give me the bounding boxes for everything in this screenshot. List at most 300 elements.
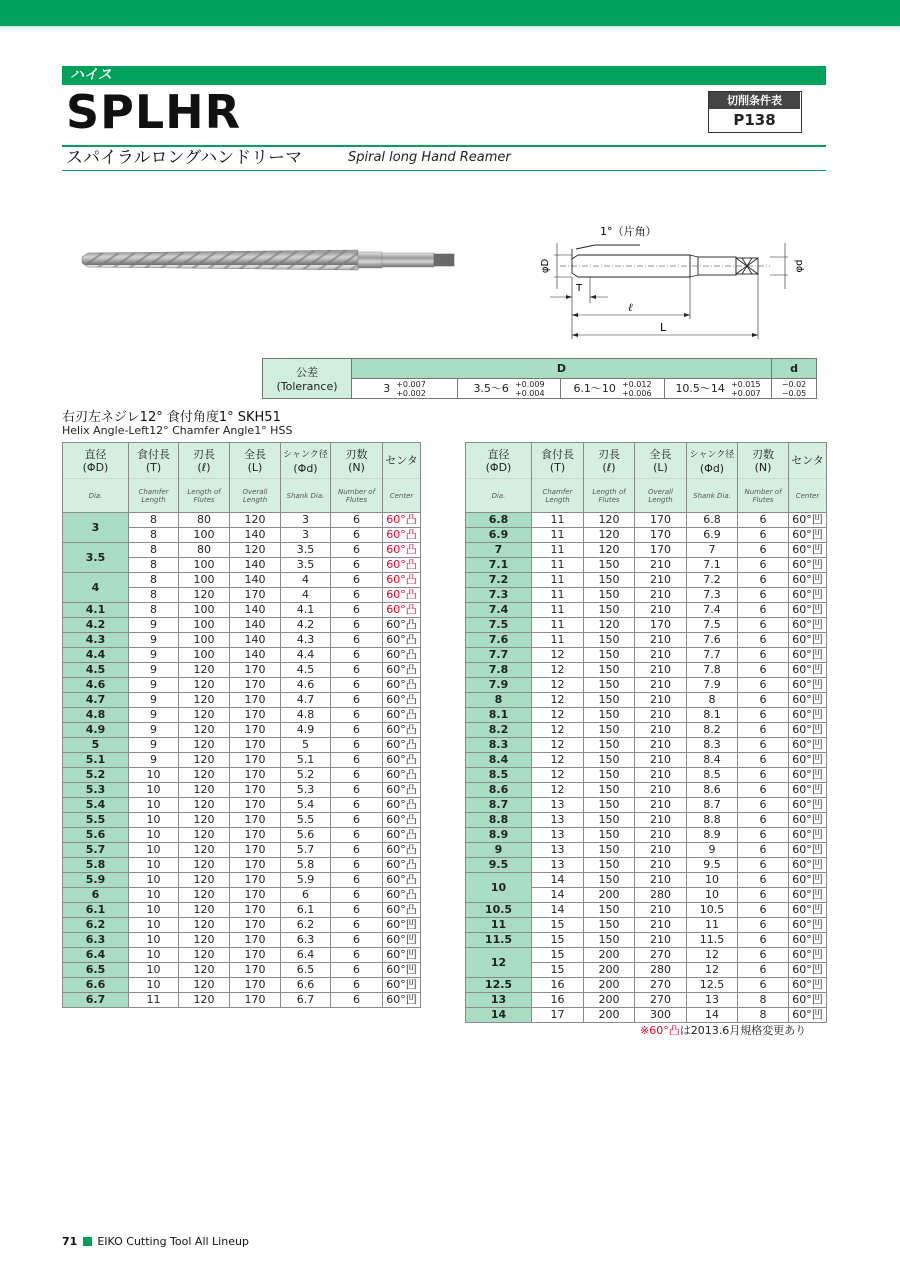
cell-flutes: 6 (331, 513, 383, 528)
cell-flute-length: 120 (584, 543, 635, 558)
cell-chamfer: 9 (129, 618, 179, 633)
cell-chamfer: 17 (532, 1008, 584, 1023)
cell-center: 60°凸 (383, 813, 421, 828)
cell-diameter: 6.5 (63, 963, 129, 978)
footer-text: EIKO Cutting Tool All Lineup (97, 1235, 249, 1248)
cell-overall-length: 210 (635, 933, 687, 948)
cell-chamfer: 10 (129, 888, 179, 903)
cell-flutes: 6 (738, 693, 789, 708)
cell-shank-dia: 14 (687, 1008, 738, 1023)
cell-diameter: 7.9 (466, 678, 532, 693)
cell-shank-dia: 8.6 (687, 783, 738, 798)
cell-flutes: 6 (331, 738, 383, 753)
cell-chamfer: 12 (532, 738, 584, 753)
cell-flutes: 6 (331, 528, 383, 543)
cell-overall-length: 210 (635, 828, 687, 843)
cell-flute-length: 150 (584, 633, 635, 648)
cell-diameter: 5.4 (63, 798, 129, 813)
table-row (63, 618, 421, 633)
cell-diameter: 3 (63, 513, 129, 543)
cell-diameter: 5 (63, 738, 129, 753)
cell-diameter: 9.5 (466, 858, 532, 873)
cell-flutes: 6 (331, 918, 383, 933)
cell-flute-length: 120 (584, 513, 635, 528)
cutting-conditions-page: P138 (733, 111, 776, 129)
cell-overall-length: 170 (230, 768, 281, 783)
table-row (466, 1008, 827, 1023)
drawing-T-label: T (576, 283, 583, 294)
cell-diameter: 4.5 (63, 663, 129, 678)
cell-chamfer: 9 (129, 678, 179, 693)
cutting-conditions-reference[interactable] (708, 91, 802, 133)
drawing-angle-label: 1°（片角） (600, 225, 657, 238)
cell-flutes: 6 (738, 738, 789, 753)
cell-shank-dia: 4.6 (281, 678, 331, 693)
cell-shank-dia: 10.5 (687, 903, 738, 918)
cell-center: 60°凸 (383, 663, 421, 678)
cell-center: 60°凸 (383, 648, 421, 663)
header-chamfer: 食付長 (T) (129, 443, 179, 479)
table-row (63, 513, 421, 528)
table-row (63, 738, 421, 753)
cell-overall-length: 170 (230, 783, 281, 798)
cell-chamfer: 13 (532, 843, 584, 858)
table-row (63, 903, 421, 918)
table-row (63, 948, 421, 963)
cell-flutes: 6 (738, 528, 789, 543)
cell-overall-length: 210 (635, 798, 687, 813)
cell-center: 60°凹 (789, 873, 827, 888)
cell-shank-dia: 10 (687, 888, 738, 903)
cell-diameter: 12.5 (466, 978, 532, 993)
cell-flute-length: 120 (179, 933, 230, 948)
cell-flutes: 6 (738, 813, 789, 828)
tolerance-table (262, 358, 817, 399)
table-row (466, 993, 827, 1008)
cell-overall-length: 170 (230, 978, 281, 993)
cell-flute-length: 150 (584, 783, 635, 798)
cell-shank-dia: 7.9 (687, 678, 738, 693)
cell-diameter: 8.8 (466, 813, 532, 828)
cell-chamfer: 9 (129, 648, 179, 663)
cell-center: 60°凸 (383, 858, 421, 873)
cell-flutes: 6 (331, 618, 383, 633)
header-en-flute-length: Length of Flutes (179, 479, 230, 513)
reamer-photo (80, 245, 460, 275)
cell-diameter: 4.7 (63, 693, 129, 708)
table-row (466, 528, 827, 543)
cell-overall-length: 210 (635, 918, 687, 933)
cell-shank-dia: 5 (281, 738, 331, 753)
cell-overall-length: 270 (635, 978, 687, 993)
dimensions-table-left (62, 442, 421, 1008)
table-row (63, 798, 421, 813)
cell-flutes: 6 (738, 888, 789, 903)
cell-diameter: 6.9 (466, 528, 532, 543)
cell-shank-dia: 4.4 (281, 648, 331, 663)
cell-center: 60°凸 (383, 588, 421, 603)
cell-chamfer: 8 (129, 558, 179, 573)
cell-center: 60°凸 (383, 528, 421, 543)
cell-overall-length: 210 (635, 573, 687, 588)
cell-shank-dia: 8.3 (687, 738, 738, 753)
cell-chamfer: 11 (129, 993, 179, 1008)
table-row (466, 933, 827, 948)
header-en-dia: Dia. (466, 479, 532, 513)
table-row (63, 858, 421, 873)
drawing-phi-d-label: φd (794, 259, 805, 273)
cell-diameter: 8.6 (466, 783, 532, 798)
cell-overall-length: 140 (230, 603, 281, 618)
cell-center: 60°凹 (789, 768, 827, 783)
header-center: センタ (383, 443, 421, 479)
cell-flute-length: 120 (584, 528, 635, 543)
cell-chamfer: 9 (129, 753, 179, 768)
cell-chamfer: 10 (129, 828, 179, 843)
cell-flutes: 6 (738, 543, 789, 558)
cell-shank-dia: 8.5 (687, 768, 738, 783)
cell-flute-length: 150 (584, 933, 635, 948)
footnote: ※60°凸は2013.6月規格変更あり (640, 1024, 807, 1037)
cell-flutes: 6 (738, 828, 789, 843)
cell-flute-length: 200 (584, 963, 635, 978)
table-row (63, 693, 421, 708)
cell-diameter: 8.7 (466, 798, 532, 813)
cell-diameter: 6.3 (63, 933, 129, 948)
cell-shank-dia: 6.4 (281, 948, 331, 963)
cell-flutes: 6 (331, 573, 383, 588)
cell-shank-dia: 12.5 (687, 978, 738, 993)
cell-flutes: 6 (331, 648, 383, 663)
cell-shank-dia: 4.5 (281, 663, 331, 678)
table-row (466, 978, 827, 993)
cell-center: 60°凹 (789, 573, 827, 588)
cell-center: 60°凹 (789, 633, 827, 648)
table-row (466, 603, 827, 618)
cell-flutes: 8 (738, 1008, 789, 1023)
table-row (466, 873, 827, 888)
cell-chamfer: 10 (129, 783, 179, 798)
cell-shank-dia: 5.2 (281, 768, 331, 783)
cell-chamfer: 13 (532, 813, 584, 828)
cell-flute-length: 120 (179, 588, 230, 603)
cell-flute-length: 120 (179, 918, 230, 933)
cell-diameter: 5.8 (63, 858, 129, 873)
cell-overall-length: 140 (230, 573, 281, 588)
cell-flutes: 6 (331, 603, 383, 618)
cell-chamfer: 12 (532, 708, 584, 723)
cell-flute-length: 150 (584, 738, 635, 753)
table-row (466, 813, 827, 828)
cell-flute-length: 200 (584, 1008, 635, 1023)
tolerance-D-range-2: 3.5〜6 +0.009 +0.004 (458, 379, 561, 399)
table-row (63, 768, 421, 783)
cell-center: 60°凹 (383, 993, 421, 1008)
cell-flute-length: 80 (179, 543, 230, 558)
cell-flutes: 6 (331, 663, 383, 678)
cell-center: 60°凹 (789, 798, 827, 813)
table-row (466, 633, 827, 648)
cell-overall-length: 210 (635, 633, 687, 648)
cell-shank-dia: 6.9 (687, 528, 738, 543)
cell-diameter: 5.1 (63, 753, 129, 768)
table-row (63, 678, 421, 693)
cell-center: 60°凸 (383, 798, 421, 813)
cell-overall-length: 210 (635, 648, 687, 663)
cell-shank-dia: 5.8 (281, 858, 331, 873)
cell-flutes: 6 (331, 933, 383, 948)
cell-chamfer: 10 (129, 918, 179, 933)
category-bar: ハイス (62, 66, 826, 85)
cell-flute-length: 120 (179, 798, 230, 813)
cell-flute-length: 120 (179, 828, 230, 843)
cell-diameter: 7.4 (466, 603, 532, 618)
table-row (466, 783, 827, 798)
table-row (63, 663, 421, 678)
cell-center: 60°凸 (383, 513, 421, 528)
table-row (466, 543, 827, 558)
cell-shank-dia: 7 (687, 543, 738, 558)
cell-overall-length: 170 (230, 723, 281, 738)
header-shank: シャンク径 (Φd) (281, 443, 331, 479)
cell-chamfer: 8 (129, 573, 179, 588)
header-flutes: 刃数 (N) (738, 443, 789, 479)
cell-center: 60°凹 (789, 828, 827, 843)
table-row (466, 918, 827, 933)
cell-center: 60°凹 (789, 813, 827, 828)
cell-shank-dia: 8.8 (687, 813, 738, 828)
cell-overall-length: 210 (635, 558, 687, 573)
cell-center: 60°凹 (789, 918, 827, 933)
cell-diameter: 11 (466, 918, 532, 933)
cell-flute-length: 120 (179, 723, 230, 738)
cell-shank-dia: 9 (687, 843, 738, 858)
tolerance-D-header: D (352, 359, 772, 379)
cell-chamfer: 13 (532, 828, 584, 843)
cell-center: 60°凹 (383, 948, 421, 963)
drawing-L-label: L (660, 321, 667, 334)
cell-chamfer: 10 (129, 978, 179, 993)
cell-chamfer: 13 (532, 798, 584, 813)
cell-flutes: 6 (738, 873, 789, 888)
cell-chamfer: 11 (532, 588, 584, 603)
cell-flutes: 6 (738, 573, 789, 588)
cell-chamfer: 13 (532, 858, 584, 873)
subtitle-en: Spiral long Hand Reamer (348, 150, 511, 165)
header-en-chamfer: Chamfer Length (532, 479, 584, 513)
cell-center: 60°凹 (383, 978, 421, 993)
cell-flutes: 8 (738, 993, 789, 1008)
cell-chamfer: 8 (129, 603, 179, 618)
cell-chamfer: 12 (532, 783, 584, 798)
cell-center: 60°凸 (383, 753, 421, 768)
cell-chamfer: 10 (129, 903, 179, 918)
cell-overall-length: 140 (230, 618, 281, 633)
cell-diameter: 7 (466, 543, 532, 558)
cell-flutes: 6 (331, 723, 383, 738)
cell-flute-length: 120 (179, 858, 230, 873)
table-row (466, 513, 827, 528)
dimensions-rows-right (466, 513, 827, 1023)
cell-diameter: 8.9 (466, 828, 532, 843)
reamer-technical-drawing (520, 215, 820, 345)
cell-flutes: 6 (738, 933, 789, 948)
cell-diameter: 7.5 (466, 618, 532, 633)
cell-diameter: 5.9 (63, 873, 129, 888)
cell-diameter: 8.3 (466, 738, 532, 753)
cell-diameter: 8.1 (466, 708, 532, 723)
cell-flute-length: 120 (179, 708, 230, 723)
page-number: 71 (62, 1235, 78, 1248)
cell-overall-length: 170 (230, 918, 281, 933)
cell-flutes: 6 (738, 618, 789, 633)
cell-chamfer: 8 (129, 588, 179, 603)
cell-center: 60°凹 (789, 963, 827, 978)
cell-shank-dia: 4.9 (281, 723, 331, 738)
cell-chamfer: 11 (532, 573, 584, 588)
cell-flute-length: 120 (179, 888, 230, 903)
cell-shank-dia: 6.5 (281, 963, 331, 978)
cell-flutes: 6 (738, 513, 789, 528)
cell-flutes: 6 (331, 843, 383, 858)
cell-flute-length: 80 (179, 513, 230, 528)
cell-chamfer: 14 (532, 888, 584, 903)
cell-overall-length: 210 (635, 903, 687, 918)
cell-flutes: 6 (738, 648, 789, 663)
product-title: SPLHR (66, 85, 242, 139)
cell-center: 60°凸 (383, 888, 421, 903)
cell-flute-length: 150 (584, 798, 635, 813)
cell-diameter: 4.8 (63, 708, 129, 723)
cell-diameter: 8.2 (466, 723, 532, 738)
cell-center: 60°凹 (789, 753, 827, 768)
cell-overall-length: 170 (230, 678, 281, 693)
cell-flutes: 6 (331, 948, 383, 963)
cell-diameter: 7.1 (466, 558, 532, 573)
cell-overall-length: 210 (635, 873, 687, 888)
cell-flute-length: 120 (179, 903, 230, 918)
cell-center: 60°凹 (789, 693, 827, 708)
cell-overall-length: 120 (230, 513, 281, 528)
cell-chamfer: 10 (129, 963, 179, 978)
cell-center: 60°凸 (383, 618, 421, 633)
cell-chamfer: 12 (532, 663, 584, 678)
cell-center: 60°凹 (789, 663, 827, 678)
cell-diameter: 8.5 (466, 768, 532, 783)
cell-diameter: 6.1 (63, 903, 129, 918)
cell-diameter: 11.5 (466, 933, 532, 948)
drawing-l-label: ℓ (628, 301, 633, 314)
cell-diameter: 6.4 (63, 948, 129, 963)
tolerance-d-value: −0.02 −0.05 (772, 379, 817, 399)
cell-center: 60°凸 (383, 693, 421, 708)
cell-center: 60°凹 (789, 783, 827, 798)
cell-center: 60°凹 (789, 978, 827, 993)
cell-chamfer: 16 (532, 993, 584, 1008)
cell-flute-length: 100 (179, 573, 230, 588)
cell-center: 60°凹 (789, 543, 827, 558)
cell-overall-length: 210 (635, 783, 687, 798)
header-en-center: Center (383, 479, 421, 513)
cell-chamfer: 9 (129, 708, 179, 723)
cell-flute-length: 150 (584, 573, 635, 588)
spec-en: Helix Angle-Left12° Chamfer Angle1° HSS (62, 424, 293, 437)
cell-shank-dia: 5.3 (281, 783, 331, 798)
cell-flute-length: 120 (179, 813, 230, 828)
cell-diameter: 7.6 (466, 633, 532, 648)
subtitle-rule (62, 170, 826, 171)
cell-diameter: 5.2 (63, 768, 129, 783)
cell-flutes: 6 (331, 753, 383, 768)
cell-shank-dia: 3 (281, 528, 331, 543)
cell-flutes: 6 (738, 798, 789, 813)
cell-shank-dia: 8 (687, 693, 738, 708)
cell-chamfer: 12 (532, 723, 584, 738)
table-row (466, 708, 827, 723)
cell-shank-dia: 11 (687, 918, 738, 933)
table-row (63, 633, 421, 648)
cell-chamfer: 10 (129, 813, 179, 828)
dimensions-table-right (465, 442, 827, 1023)
table-row (63, 543, 421, 558)
cell-chamfer: 11 (532, 558, 584, 573)
cell-overall-length: 170 (230, 843, 281, 858)
cell-shank-dia: 3 (281, 513, 331, 528)
cell-diameter: 5.6 (63, 828, 129, 843)
cell-chamfer: 9 (129, 693, 179, 708)
table-row (63, 573, 421, 588)
table-row (466, 768, 827, 783)
cell-flutes: 6 (331, 543, 383, 558)
cell-flute-length: 150 (584, 708, 635, 723)
cell-flute-length: 120 (179, 843, 230, 858)
header-en-flutes: Number of Flutes (331, 479, 383, 513)
cell-diameter: 8 (466, 693, 532, 708)
cell-flute-length: 100 (179, 633, 230, 648)
spec-jp: 右刃左ネジレ12° 食付角度1° SKH51 (62, 410, 281, 425)
cell-shank-dia: 11.5 (687, 933, 738, 948)
cell-center: 60°凸 (383, 678, 421, 693)
table-row (466, 828, 827, 843)
cell-overall-length: 170 (230, 903, 281, 918)
cell-flutes: 6 (331, 888, 383, 903)
cell-flutes: 6 (331, 978, 383, 993)
cell-flute-length: 120 (179, 783, 230, 798)
cell-center: 60°凹 (789, 738, 827, 753)
cell-overall-length: 140 (230, 633, 281, 648)
cell-chamfer: 15 (532, 963, 584, 978)
table-row (63, 993, 421, 1008)
cell-center: 60°凸 (383, 633, 421, 648)
cell-shank-dia: 7.2 (687, 573, 738, 588)
cell-flutes: 6 (738, 633, 789, 648)
cell-flute-length: 100 (179, 603, 230, 618)
table-row (466, 588, 827, 603)
cell-flute-length: 150 (584, 873, 635, 888)
cell-shank-dia: 7.3 (687, 588, 738, 603)
cell-diameter: 6.8 (466, 513, 532, 528)
cell-flute-length: 150 (584, 648, 635, 663)
cell-chamfer: 14 (532, 903, 584, 918)
cell-center: 60°凸 (383, 543, 421, 558)
cell-diameter: 14 (466, 1008, 532, 1023)
top-bar-shadow (0, 26, 900, 30)
cell-flutes: 6 (331, 708, 383, 723)
cell-shank-dia: 7.6 (687, 633, 738, 648)
cell-shank-dia: 4 (281, 573, 331, 588)
cell-flutes: 6 (331, 633, 383, 648)
cell-overall-length: 170 (230, 798, 281, 813)
